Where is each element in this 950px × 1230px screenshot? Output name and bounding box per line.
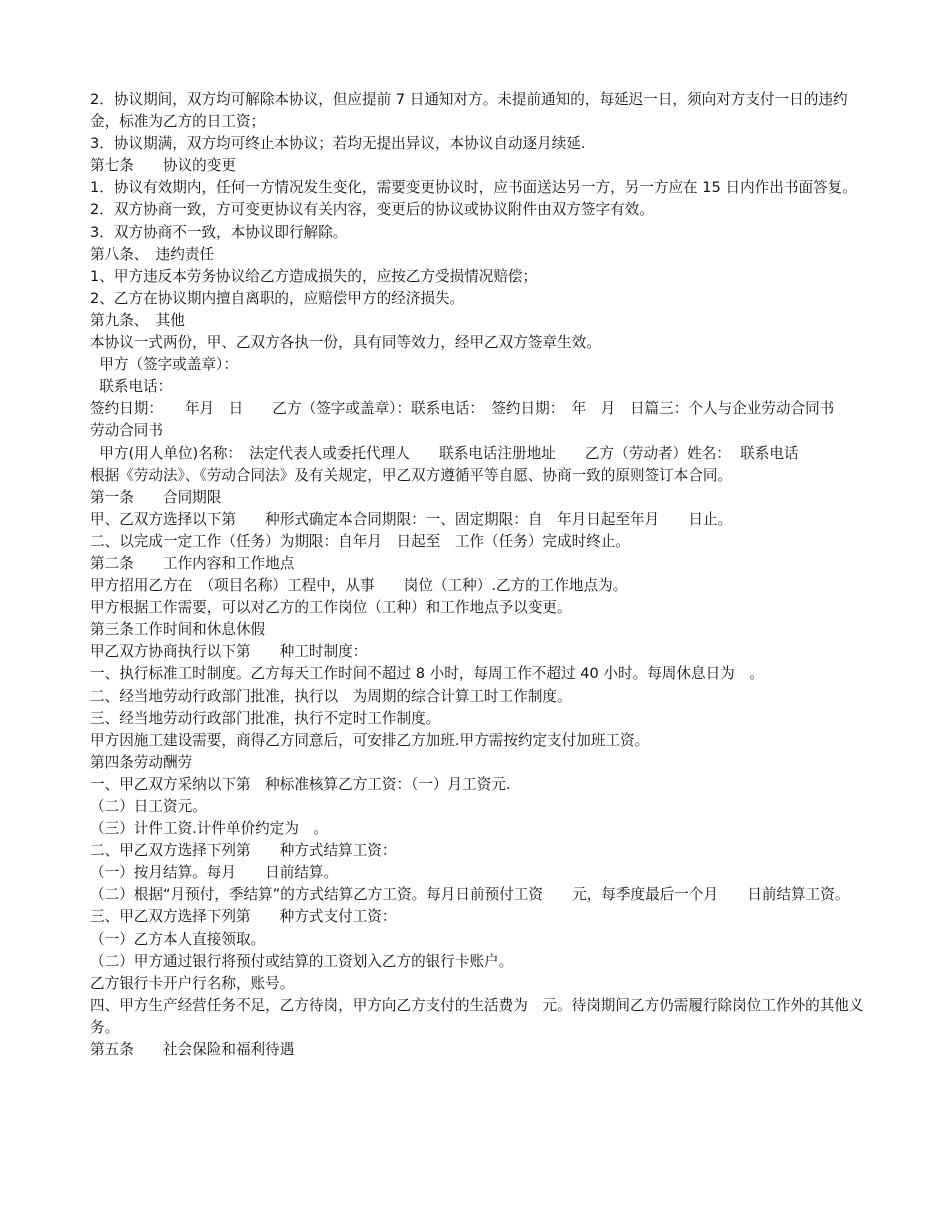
paragraph-direct-payment: （一）乙方本人直接领取。 xyxy=(90,930,266,948)
paragraph-termination-notice: 2．协议期间，双方均可解除本协议，但应提前 7 日通知对方。未提前通知的，每延迟一日，须向对方支付一日的违约金，标准为乙方的日工资； xyxy=(90,91,848,131)
paragraph-daily-wage: （二）日工资元。 xyxy=(90,798,207,815)
paragraph-bank-account: 乙方银行卡开户行名称，账号。 xyxy=(90,974,295,992)
heading-article-7: 第七条 协议的变更 xyxy=(90,157,236,175)
paragraph-change-no-consensus: 3．双方协商不一致，本协议即行解除。 xyxy=(90,223,348,241)
paragraph-monthly-settlement: （一）按月结算。每月 日前结算。 xyxy=(90,864,339,882)
heading-article-9: 第九条、 其他 xyxy=(90,311,185,329)
paragraph-party-a-liability: 1、甲方违反本劳务协议给乙方造成损失的，应按乙方受损情况赔偿； xyxy=(90,267,538,285)
paragraph-wage-standard: 一、甲乙双方采纳以下第 种标准核算乙方工资：（一）月工资元. xyxy=(90,775,511,793)
heading-article-2: 第二条 工作内容和工作地点 xyxy=(90,554,295,572)
paragraph-party-b-liability: 2、乙方在协议期内擅自离职的，应赔偿甲方的经济损失。 xyxy=(90,289,465,307)
paragraph-task-term: 二、以完成一定工作（任务）为期限：自年月 日起至 工作（任务）完成时终止。 xyxy=(90,532,630,550)
contract-parties: 甲方(用人单位)名称： 法定代表人或委托代理人 联系电话注册地址 乙方（劳动者）姓名： 联系电话 xyxy=(90,444,799,462)
paragraph-flexible-hours: 三、经当地劳动行政部门批准，执行不定时工作制度。 xyxy=(90,709,441,727)
paragraph-bank-payment: （二）甲方通过银行将预付或结算的工资划入乙方的银行卡账户。 xyxy=(90,952,514,970)
signature-party-a: 甲方（签字或盖章）： xyxy=(90,356,238,374)
paragraph-change-written-notice: 1．协议有效期内，任何一方情况发生变化，需要变更协议时，应书面送达另一方，另一方应在 15 日内作出书面答复。 xyxy=(90,179,857,197)
paragraph-standard-hours: 一、执行标准工时制度。乙方每天工作时间不超过 8 小时，每周工作不超过 40 小时。每周休息日为 。 xyxy=(90,665,764,683)
heading-article-8: 第八条、 违约责任 xyxy=(90,245,215,263)
signature-dates-line: 签约日期： 年月 日 乙方（签字或盖章）：联系电话： 签约日期： 年 月 日篇三：个人与企业劳动合同书 xyxy=(90,400,835,418)
paragraph-settlement-method: 二、甲乙双方选择下列第 种方式结算工资： xyxy=(90,842,397,860)
paragraph-agreement-expiry: 3．协议期满，双方均可终止本协议；若均无提出异议，本协议自动逐月续延. xyxy=(90,135,586,153)
paragraph-copies: 本协议一式两份，甲、乙双方各执一份，具有同等效力，经甲乙双方签章生效。 xyxy=(90,334,601,352)
paragraph-change-by-consensus: 2．双方协商一致，方可变更协议有关内容，变更后的协议或协议附件由双方签字有效。 xyxy=(90,201,654,219)
heading-article-4: 第四条劳动酬劳 xyxy=(90,753,193,771)
contract-preamble: 根据《劳动法》、《劳动合同法》及有关规定，甲乙双方遵循平等自愿、协商一致的原则签订本合同。 xyxy=(90,466,733,484)
paragraph-payment-method: 三、甲乙双方选择下列第 种方式支付工资： xyxy=(90,908,397,926)
paragraph-piece-wage: （三）计件工资.计件单价约定为 。 xyxy=(90,820,329,838)
paragraph-quarterly-settlement: （二）根据“月预付，季结算”的方式结算乙方工资。每月日前预付工资 元，每季度最后一个月 日前结算工资。 xyxy=(90,886,850,904)
paragraph-fixed-term: 甲、乙双方选择以下第 种形式确定本合同期限：一、固定期限：自 年月日起至年月 日止。 xyxy=(90,510,733,528)
contract-title: 劳动合同书 xyxy=(90,422,163,440)
paragraph-post-change: 甲方根据工作需要，可以对乙方的工作岗位（工种）和工作地点予以变更。 xyxy=(90,599,572,617)
paragraph-standby-allowance: 四、甲方生产经营任务不足，乙方待岗，甲方向乙方支付的生活费为 元。待岗期间乙方仍需履行除岗位工作外的其他义务。 xyxy=(90,996,864,1036)
heading-article-5: 第五条 社会保险和福利待遇 xyxy=(90,1041,295,1059)
heading-article-1: 第一条 合同期限 xyxy=(90,488,222,506)
paragraph-hours-system: 甲乙双方协商执行以下第 种工时制度： xyxy=(90,643,368,661)
signature-phone: 联系电话： xyxy=(90,378,173,396)
paragraph-work-post: 甲方招用乙方在 （项目名称）工程中，从事 岗位（工种）.乙方的工作地点为。 xyxy=(90,577,628,595)
paragraph-comprehensive-hours: 二、经当地劳动行政部门批准，执行以 为周期的综合计算工时工作制度。 xyxy=(90,687,572,705)
document-page xyxy=(90,89,870,1061)
heading-article-3: 第三条工作时间和休息休假 xyxy=(90,621,266,639)
paragraph-overtime: 甲方因施工建设需要，商得乙方同意后，可安排乙方加班.甲方需按约定支付加班工资。 xyxy=(90,731,650,749)
